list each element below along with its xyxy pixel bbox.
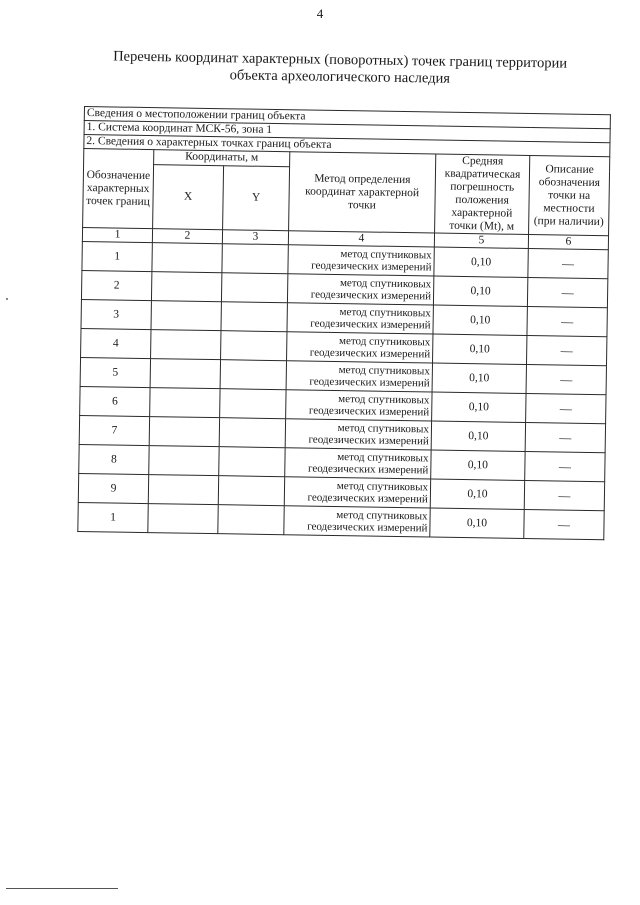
method-line-1: метод спутниковых bbox=[339, 306, 431, 320]
accuracy-value: 0,10 bbox=[433, 276, 527, 306]
coordinate-y bbox=[220, 389, 286, 419]
method-line-1: метод спутниковых bbox=[338, 393, 430, 407]
coordinate-x bbox=[150, 359, 220, 389]
coordinate-x bbox=[148, 475, 218, 505]
method-cell bbox=[287, 332, 433, 363]
col-header-y: Y bbox=[223, 165, 290, 230]
coordinate-x bbox=[148, 504, 218, 534]
point-number: 6 bbox=[80, 386, 150, 416]
method-line-1: метод спутниковых bbox=[340, 248, 432, 262]
method-cell bbox=[284, 477, 430, 508]
accuracy-value: 0,10 bbox=[430, 508, 524, 538]
description-value: — bbox=[525, 422, 605, 452]
coordinate-y bbox=[222, 244, 288, 274]
description-value: — bbox=[527, 277, 607, 307]
accuracy-value: 0,10 bbox=[431, 450, 525, 480]
col-header-accuracy: Средняя квадратическая погрешность положения характерной точки (Mt), м bbox=[435, 154, 530, 234]
accuracy-value: 0,10 bbox=[430, 479, 524, 509]
point-number: 1 bbox=[78, 502, 148, 532]
coordinate-y bbox=[221, 273, 287, 303]
method-line-2: геодезических измерений bbox=[307, 520, 428, 535]
method-line-1: метод спутниковых bbox=[339, 277, 432, 291]
col-header-description: Описание обозначения точки на местности (при наличии) bbox=[529, 156, 610, 236]
description-value: — bbox=[524, 509, 604, 539]
method-cell bbox=[288, 245, 434, 276]
method-line-1: метод спутниковых bbox=[338, 364, 430, 378]
method-line-1: метод спутниковых bbox=[337, 422, 430, 436]
coordinate-x bbox=[151, 330, 221, 360]
column-number: 1 bbox=[82, 227, 152, 242]
scan-speck bbox=[6, 298, 8, 300]
coordinates-table bbox=[77, 106, 611, 540]
coordinate-y bbox=[218, 476, 284, 506]
section-header: Сведения о местоположении границ объекта bbox=[84, 107, 610, 129]
coordinate-x bbox=[149, 446, 219, 476]
column-number: 5 bbox=[434, 233, 528, 248]
description-value: — bbox=[526, 364, 606, 394]
method-line-2: геодезических измерений bbox=[310, 288, 432, 303]
point-number: 5 bbox=[80, 357, 150, 387]
accuracy-value: 0,10 bbox=[433, 305, 527, 335]
method-line-2: геодезических измерений bbox=[308, 433, 429, 448]
point-number: 3 bbox=[81, 299, 151, 329]
method-cell bbox=[285, 448, 431, 479]
coordinate-y bbox=[221, 331, 287, 361]
point-number: 4 bbox=[81, 328, 151, 358]
accuracy-value: 0,10 bbox=[434, 247, 528, 277]
description-value: — bbox=[524, 480, 604, 510]
footnote-separator bbox=[6, 888, 118, 889]
method-line-1: метод спутниковых bbox=[336, 509, 428, 523]
column-number: 4 bbox=[288, 231, 434, 247]
coordinate-x bbox=[150, 388, 220, 418]
point-number: 7 bbox=[79, 415, 149, 445]
title-line-2: объекта археологического наследия bbox=[229, 67, 451, 87]
column-number: 2 bbox=[152, 229, 222, 244]
coordinate-x bbox=[151, 272, 221, 302]
page-number: 4 bbox=[316, 6, 324, 21]
description-value: — bbox=[525, 451, 605, 481]
accuracy-value: 0,10 bbox=[432, 392, 526, 422]
method-line-2: геодезических измерений bbox=[307, 491, 428, 506]
col-header-x: X bbox=[153, 164, 224, 229]
title-line-1: Перечень координат характерных (поворотных) точек границ территории bbox=[113, 48, 568, 72]
method-cell bbox=[285, 419, 431, 450]
method-line-2: геодезических измерений bbox=[309, 346, 431, 361]
method-line-2: геодезических измерений bbox=[308, 404, 430, 419]
coordinate-y bbox=[219, 447, 285, 477]
coordinate-system: 1. Система координат МСК-56, зона 1 bbox=[84, 121, 610, 143]
method-cell bbox=[287, 303, 433, 334]
coordinates-table-container bbox=[77, 106, 611, 540]
method-line-1: метод спутниковых bbox=[338, 335, 431, 349]
col-header-coordinates: Координаты, м bbox=[154, 150, 290, 167]
method-cell bbox=[286, 390, 432, 421]
coordinate-x bbox=[152, 243, 222, 273]
method-cell bbox=[286, 361, 432, 392]
column-number: 3 bbox=[222, 230, 288, 245]
method-line-2: геодезических измерений bbox=[307, 462, 429, 477]
method-line-1: метод спутниковых bbox=[336, 480, 429, 494]
col-header-method: Метод определения координат характерной точки bbox=[289, 152, 436, 233]
coordinate-y bbox=[218, 505, 284, 535]
column-number: 6 bbox=[528, 234, 608, 249]
coordinate-y bbox=[219, 418, 285, 448]
coordinate-y bbox=[221, 302, 287, 332]
method-cell bbox=[284, 506, 430, 537]
points-header: 2. Сведения о характерных точках границ объекта bbox=[84, 135, 610, 157]
method-line-1: метод спутниковых bbox=[337, 451, 429, 465]
coordinate-x bbox=[149, 417, 219, 447]
coordinate-y bbox=[220, 360, 286, 390]
coordinate-x bbox=[151, 301, 221, 331]
description-value: — bbox=[526, 393, 606, 423]
description-value: — bbox=[526, 335, 606, 365]
accuracy-value: 0,10 bbox=[431, 421, 525, 451]
point-number: 2 bbox=[81, 270, 151, 300]
method-line-2: геодезических измерений bbox=[310, 317, 431, 332]
method-line-2: геодезических измерений bbox=[311, 259, 432, 274]
point-number: 9 bbox=[78, 473, 148, 503]
description-value: — bbox=[528, 248, 608, 278]
description-value: — bbox=[527, 306, 607, 336]
method-cell bbox=[287, 274, 433, 305]
method-line-2: геодезических измерений bbox=[309, 375, 430, 390]
accuracy-value: 0,10 bbox=[433, 334, 527, 364]
accuracy-value: 0,10 bbox=[432, 363, 526, 393]
col-header-designation: Обозначение характерных точек границ bbox=[83, 149, 154, 229]
point-number: 8 bbox=[79, 444, 149, 474]
document-title bbox=[60, 48, 620, 91]
point-number: 1 bbox=[82, 241, 152, 271]
